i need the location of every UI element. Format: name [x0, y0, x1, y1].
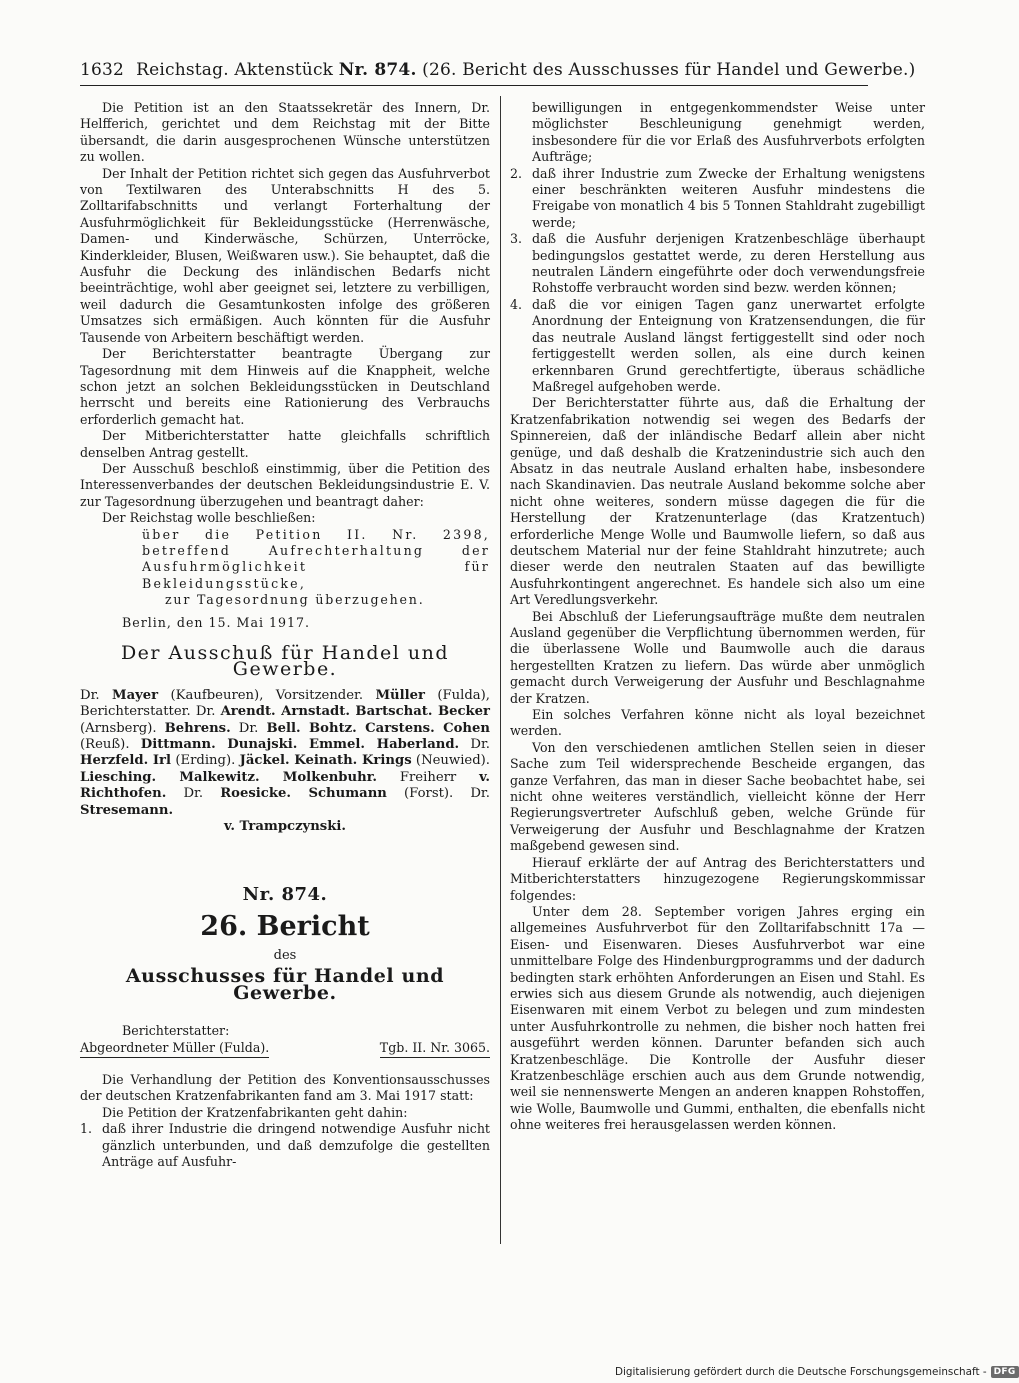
- reporter-ref: Tgb. II. Nr. 3065.: [380, 1040, 490, 1058]
- member-note: Dr.: [80, 687, 112, 703]
- member-name: Bell. Bohtz. Carstens. Cohen: [266, 720, 490, 736]
- reporter-label: Berichterstatter:: [122, 1023, 230, 1039]
- member-name: Müller: [375, 687, 425, 703]
- list-text: daß die Ausfuhr derjenigen Kratzenbeschläge überhaupt bedingungslos gestattet werde, zu deren Herstellung aus neutralen Ländern eingeführte oder doch verwendungsfreie Rohstoffe verbraucht worden sind bezw. werden können;: [532, 231, 925, 296]
- member-name: Dittmann. Dunajski. Emmel. Haberland.: [140, 737, 460, 753]
- paragraph: Der Inhalt der Petition richtet sich gegen das Ausfuhrverbot von Textilwaren des Unterabschnitts H des 5. Zolltarifabschnitts und verlangt Forterhaltung der Ausfuhrmöglichkeit für Bekleidungsstücke (Herrenwäsche, Damen- und Kinderwäsche, Schürzen, Unterröcke, Kinderkleider, Blusen, Weißwaren usw.). Sie behauptet, daß die Ausfuhr die Deckung des inländischen Bedarfs nicht beeinträchtige, wohl aber geeignet sei, letztere zu verbilligen, weil dadurch die Gesamtunkosten infolge des größeren Umsatzes sich ermäßigen. Auch könnten für die Ausfuhr Tausende von Arbeitern beschäftigt werden.: [80, 165, 490, 345]
- list-number: 4.: [510, 296, 523, 312]
- committee-heading: Der Ausschuß für Handel und Gewerbe.: [120, 642, 450, 681]
- petition-list-cont: [510, 166, 925, 396]
- reporter-name: Abgeordneter Müller (Fulda).: [80, 1040, 269, 1058]
- paragraph: Von den verschiedenen amtlichen Stellen seien in dieser Sache zum Teil widersprechende Bescheide ergangen, das ganze Verfahren, das man in dieser Sache beobachtet habe, sei nicht ohne weiteres verständlich, vielleicht könne der Herr Regierungsvertreter Aufschluß geben, welche Gründe für Verweigerung der Ausfuhr und Beschlagnahme der Kratzen maßgebend gewesen sind.: [510, 739, 925, 854]
- paragraph: Der Mitberichterstatter hatte gleichfalls schriftlich denselben Antrag gestellt.: [80, 428, 490, 460]
- list-item: [510, 166, 925, 232]
- resolution-intro: Der Reichstag wolle beschließen:: [102, 510, 316, 526]
- list-number: 1.: [80, 1121, 93, 1137]
- report-subtitle: Ausschusses für Handel und Gewerbe.: [125, 965, 445, 1004]
- document-number-text: Nr. 874.: [242, 884, 328, 906]
- list-text: daß ihrer Industrie die dringend notwendige Ausfuhr nicht gänzlich unterbunden, und daß demzufolge die gestellten Anträge auf Ausfuhr-: [102, 1121, 490, 1169]
- member-name: Herzfeld. Irl: [80, 753, 172, 769]
- list-number: 2.: [510, 165, 523, 181]
- petition-intro: Die Petition der Kratzenfabrikanten geht dahin:: [102, 1104, 408, 1120]
- paragraph: Der Berichterstatter führte aus, daß die Erhaltung der Kratzenfabrikation notwendig sei wegen des Bedarfs der Spinnereien, daß der inländische Bedarf allein aber nicht genüge, und daß deshalb die Kratzenindustrie sich auch den Absatz in das neutrale Ausland erhalten habe, insbesondere nach Skandinavien. Das neutrale Ausland bekomme solche aber nicht ohne weiteres, sondern müsse dagegen die für die Herstellung der Kratzenunterlage (das Kratzentuch) erforderliche Menge Wolle und Baumwolle liefern, so daß aus deutschem Material nur der feine Stahldraht hinzutrete; auch dieser werde den neutralen Staaten auf das bewilligte Ausfuhrkontingent angerechnet. Es handele sich also um eine Art Veredlungsverkehr.: [510, 395, 925, 608]
- member-last: v. Trampczynski.: [224, 819, 346, 835]
- paragraph: Der Berichterstatter beantragte Übergang zur Tagesordnung mit dem Hinweis auf die Knappheit, welche schon jetzt an solchen Bekleidungsstücken in Deutschland herrscht und bereits eine Rationierung des Verbrauchs erforderlich gemacht hat.: [80, 346, 490, 427]
- list-item: [510, 297, 925, 395]
- credit-text: Digitalisierung gefördert durch die Deutsche Forschungsgemeinschaft -: [615, 1366, 987, 1378]
- member-note: (Neuwied).: [411, 753, 490, 769]
- paragraph: Unter dem 28. September vorigen Jahres erging ein allgemeines Ausfuhrverbot für den Zolltarifabschnitt 17a — Eisen- und Eisenwaren. Dieses Ausfuhrverbot war eine unmittelbare Folge des Hindenburgprogramms und der dadurch bedingten stark erhöhten Anforderungen an Eisen und Stahl. Es erwies sich aus diesem Grunde als notwendig, auch diejenigen Eisenwaren mit einem Verbot zu belegen und zum mindesten unter Ausfuhrkontrolle zu nehmen, die bisher noch hatten frei ausgeführt werden können. Darunter befanden sich auch Kratzenbeschläge. Die Kontrolle der Ausfuhr dieser Kratzenbeschläge erschien auch aus dem Grunde notwendig, weil sie nennenswerte Mengen an anderen knappen Rohstoffen, wie Wolle, Baumwolle und Gummi, enthalten, die ebenfalls nicht ohne weiteres frei herausgelassen werden können.: [510, 903, 925, 1133]
- paragraph: Bei Abschluß der Lieferungsaufträge mußte dem neutralen Ausland gegenüber die Verpflichtung übernommen werden, für die überlassene Wolle und Baumwolle auch die daraus hergestellten Kratzen zu liefern. Das würde aber unmöglich gemacht durch Verweigerung der Ausfuhr und Beschlagnahme der Kratzen.: [510, 608, 925, 706]
- paragraph: Der Ausschuß beschloß einstimmig, über die Petition des Interessenverbandes der deutschen Bekleidungsindustrie E. V. zur Tagesordnung überzugehen und beantragt daher:: [80, 460, 490, 509]
- member-name: Jäckel. Keinath. Krings: [239, 753, 412, 769]
- member-note: Dr.: [166, 786, 221, 802]
- member-note: Dr.: [459, 737, 490, 753]
- member-name: v. Richthofen.: [80, 769, 490, 802]
- column-divider: [500, 96, 501, 1244]
- digitization-credit: [615, 1366, 1019, 1378]
- report-title: 26. Bericht: [200, 910, 370, 942]
- member-note: Freiherr: [377, 769, 480, 785]
- member-name: Roesicke. Schumann: [220, 786, 387, 802]
- dfg-logo: DFG: [991, 1366, 1019, 1378]
- petition-list: [80, 1121, 490, 1170]
- member-note: (Kaufbeuren), Vorsitzender.: [158, 687, 376, 703]
- header-doc-number: Nr. 874.: [338, 60, 417, 80]
- member-name: Arendt. Arnstadt. Bartschat. Becker: [220, 704, 491, 720]
- header-suffix: (26. Bericht des Ausschusses für Handel und Gewerbe.): [416, 60, 916, 80]
- list-item: [80, 1121, 490, 1170]
- list-text: daß die vor einigen Tagen ganz unerwartet erfolgte Anordnung der Enteignung von Kratzensendungen, die für das neutrale Ausland längst fertiggestellt sind oder noch fertiggestellt werden sollen, als eine durch keinen erkennbaren Grund gerechtfertigte, überaus schädliche Maßregel aufgehoben werde.: [532, 296, 925, 394]
- member-note: (Reuß).: [80, 737, 141, 753]
- member-note: Dr.: [230, 720, 267, 736]
- paragraph: Ein solches Verfahren könne nicht als loyal bezeichnet werden.: [510, 707, 925, 739]
- reporter-row: [80, 1040, 490, 1058]
- committee-members: [80, 688, 490, 836]
- page-number: 1632: [80, 60, 125, 80]
- list-item: [510, 231, 925, 297]
- right-column: [510, 100, 925, 1134]
- running-header: [80, 60, 916, 86]
- list-text: daß ihrer Industrie zum Zwecke der Erhaltung wenigstens einer beschränkten weiteren Ausfuhr mindestens die Freigabe von monatlich 4 bis 5 Tonnen Stahldraht zugebilligt werde;: [532, 165, 925, 230]
- resolution-body: über die Petition II. Nr. 2398, betreffend Aufrechterhaltung der Ausfuhrmöglichkeit für Bekleidungsstücke,: [142, 526, 490, 591]
- left-column: [80, 100, 490, 1170]
- document-number: [80, 884, 490, 906]
- paragraph: Die Verhandlung der Petition des Konventionsausschusses der deutschen Kratzenfabrikanten fand am 3. Mai 1917 statt:: [80, 1071, 490, 1104]
- member-note: (Erding).: [171, 753, 240, 769]
- paragraph: Die Petition ist an den Staatssekretär des Innern, Dr. Helfferich, gerichtet und dem Reichstag mit der Bitte übersandt, die darin ausgesprochenen Wünsche unterstützen zu wollen.: [80, 100, 490, 165]
- member-name: Behrens.: [164, 720, 231, 736]
- dateline: Berlin, den 15. Mai 1917.: [122, 614, 311, 630]
- list-item-continuation: bewilligungen in entgegenkommendster Weise unter möglichster Beschleunigung genehmigt werden, insbesondere für die vor Erlaß des Ausfuhrverbots erfolgten Aufträge;: [532, 100, 925, 165]
- resolution-end: zur Tagesordnung überzugehen.: [165, 592, 425, 608]
- list-number: 3.: [510, 231, 523, 247]
- member-note: (Forst). Dr.: [386, 786, 490, 802]
- member-note: (Arnsberg).: [80, 720, 165, 736]
- member-name: Liesching. Malkewitz. Molkenbuhr.: [80, 769, 378, 785]
- header-prefix: Reichstag. Aktenstück: [136, 60, 339, 80]
- member-name: Mayer: [111, 687, 159, 703]
- member-name: Stresemann.: [80, 802, 174, 818]
- member-note: (Fulda), Berichterstatter. Dr.: [80, 687, 490, 720]
- paragraph: Hierauf erklärte der auf Antrag des Berichterstatters und Mitberichterstatters hinzugezogene Regierungskommissar folgendes:: [510, 854, 925, 903]
- report-des: des: [273, 947, 297, 963]
